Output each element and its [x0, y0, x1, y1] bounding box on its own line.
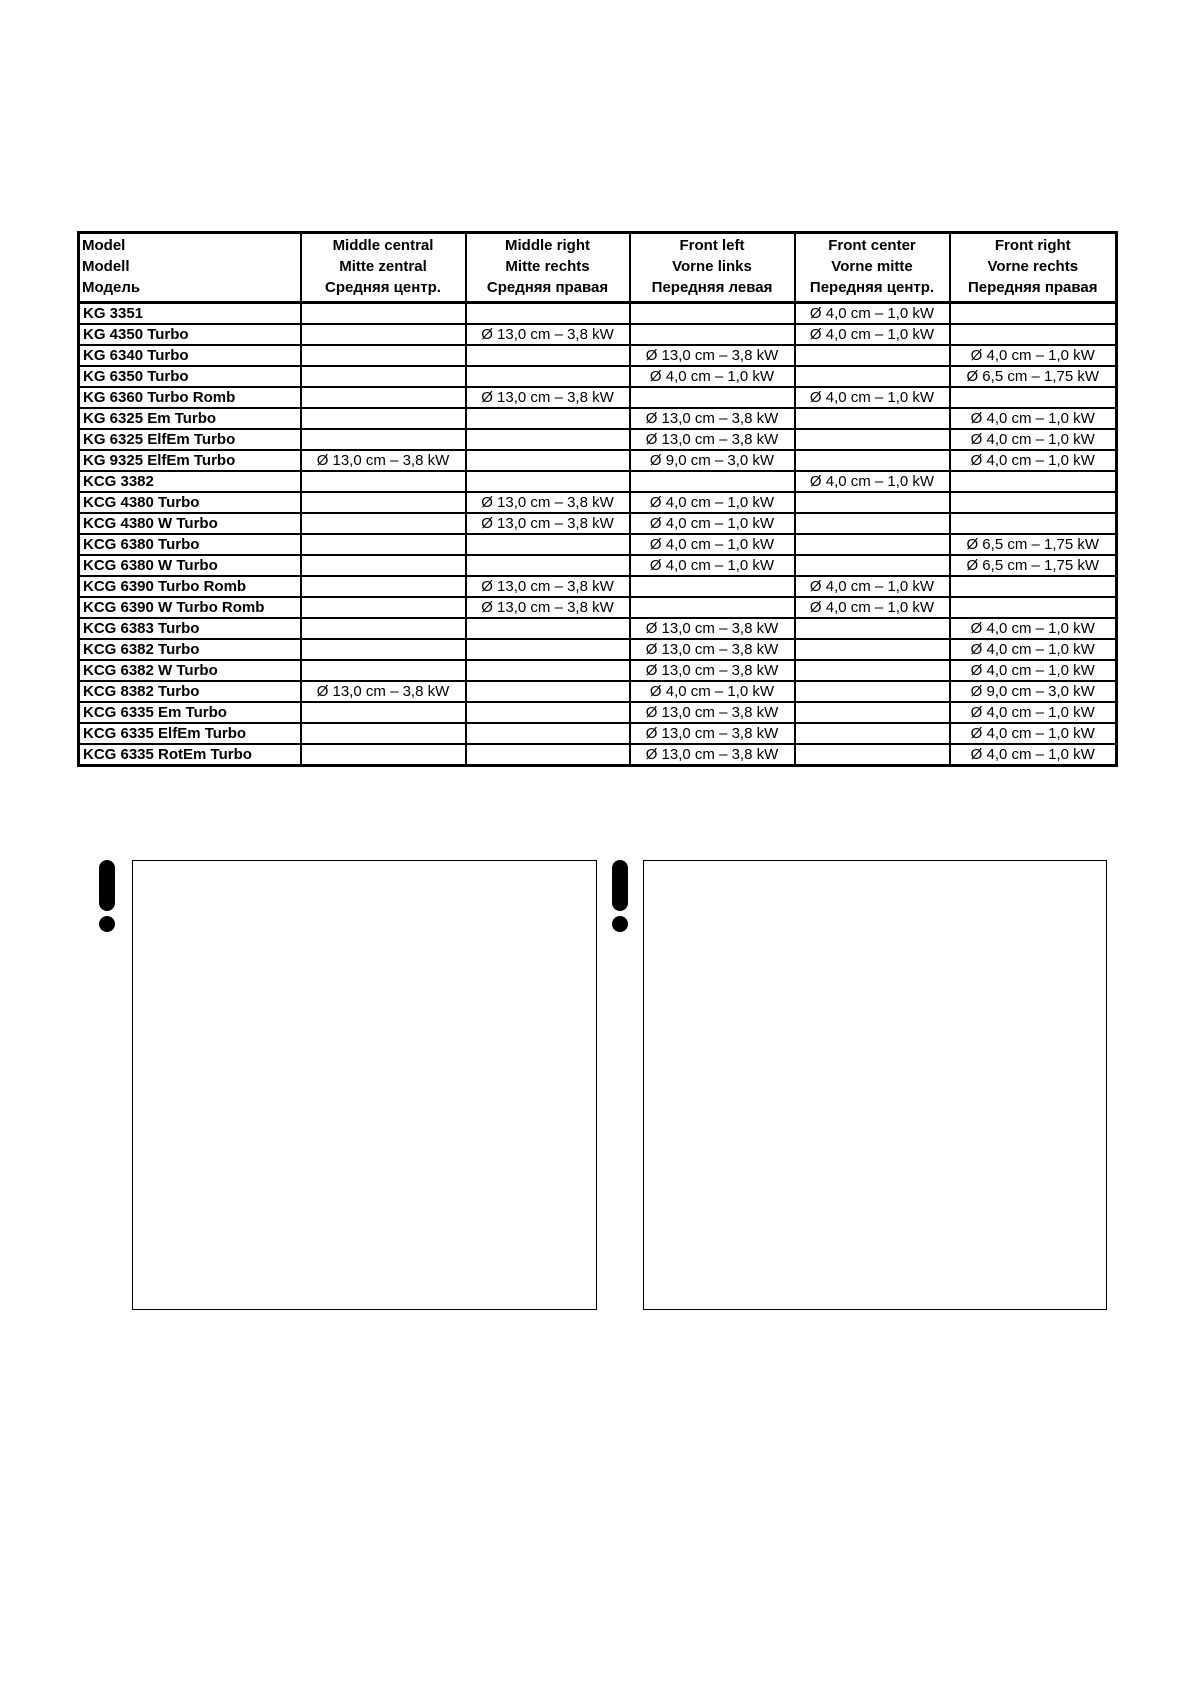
table-row [79, 576, 1117, 597]
burner-value-cell [466, 366, 630, 387]
burner-value-cell [795, 513, 950, 534]
burner-value-cell: Ø 9,0 cm – 3,0 kW [630, 450, 795, 471]
burner-value-cell [795, 534, 950, 555]
burner-value-cell: Ø 4,0 cm – 1,0 kW [630, 534, 795, 555]
burner-value-cell [466, 723, 630, 744]
burner-value-cell [795, 408, 950, 429]
burner-value-cell [301, 702, 466, 723]
burner-value-cell [466, 345, 630, 366]
burner-value-cell: Ø 13,0 cm – 3,8 kW [630, 744, 795, 766]
middle-right-column-header: Middle right Mitte rechts Средняя правая [466, 233, 630, 303]
table-row [79, 429, 1117, 450]
burner-value-cell [795, 345, 950, 366]
burner-value-cell: Ø 4,0 cm – 1,0 kW [950, 660, 1117, 681]
burner-value-cell [301, 408, 466, 429]
table-row [79, 744, 1117, 766]
burner-value-cell [301, 639, 466, 660]
burner-value-cell: Ø 4,0 cm – 1,0 kW [630, 513, 795, 534]
burner-value-cell: Ø 6,5 cm – 1,75 kW [950, 555, 1117, 576]
burner-value-cell: Ø 13,0 cm – 3,8 kW [466, 492, 630, 513]
burner-value-cell [466, 702, 630, 723]
burner-value-cell [795, 450, 950, 471]
burner-value-cell [301, 471, 466, 492]
burner-value-cell: Ø 13,0 cm – 3,8 kW [466, 387, 630, 408]
table-row [79, 660, 1117, 681]
model-column-header: Model Modell Модель [79, 233, 301, 303]
table-row [79, 408, 1117, 429]
model-cell: KCG 6335 RotEm Turbo [79, 744, 301, 766]
burner-value-cell: Ø 13,0 cm – 3,8 kW [301, 450, 466, 471]
table-row [79, 639, 1117, 660]
burner-value-cell [466, 555, 630, 576]
table-row [79, 702, 1117, 723]
burner-value-cell [301, 387, 466, 408]
burner-value-cell: Ø 4,0 cm – 1,0 kW [795, 576, 950, 597]
model-cell: KCG 6390 W Turbo Romb [79, 597, 301, 618]
model-cell: KCG 6390 Turbo Romb [79, 576, 301, 597]
burner-value-cell: Ø 4,0 cm – 1,0 kW [795, 303, 950, 325]
model-cell: KCG 6382 Turbo [79, 639, 301, 660]
table-row [79, 492, 1117, 513]
model-cell: KCG 8382 Turbo [79, 681, 301, 702]
burner-value-cell [950, 492, 1117, 513]
burner-value-cell [466, 303, 630, 325]
middle-central-column-header: Middle central Mitte zentral Средняя центр. [301, 233, 466, 303]
burner-value-cell [795, 429, 950, 450]
burner-value-cell [630, 324, 795, 345]
burner-value-cell [630, 471, 795, 492]
model-cell: KCG 6382 W Turbo [79, 660, 301, 681]
burner-value-cell: Ø 4,0 cm – 1,0 kW [950, 723, 1117, 744]
burner-value-cell [795, 702, 950, 723]
burner-value-cell: Ø 13,0 cm – 3,8 kW [630, 429, 795, 450]
model-cell: KCG 6380 Turbo [79, 534, 301, 555]
burner-value-cell: Ø 4,0 cm – 1,0 kW [630, 555, 795, 576]
model-cell: KCG 3382 [79, 471, 301, 492]
burner-value-cell [301, 534, 466, 555]
burner-value-cell: Ø 13,0 cm – 3,8 kW [630, 660, 795, 681]
burner-value-cell [795, 492, 950, 513]
burner-value-cell [630, 303, 795, 325]
burner-value-cell [466, 618, 630, 639]
exclamation-icon [609, 860, 631, 932]
burner-value-cell: Ø 13,0 cm – 3,8 kW [630, 723, 795, 744]
burner-value-cell: Ø 13,0 cm – 3,8 kW [466, 324, 630, 345]
burner-value-cell: Ø 13,0 cm – 3,8 kW [630, 639, 795, 660]
note-right-box [643, 860, 1107, 1310]
burner-value-cell [795, 618, 950, 639]
burner-value-cell [466, 534, 630, 555]
burner-value-cell: Ø 13,0 cm – 3,8 kW [630, 618, 795, 639]
burner-value-cell [301, 597, 466, 618]
table-header-row [79, 233, 1117, 303]
model-cell: KG 4350 Turbo [79, 324, 301, 345]
note-left-box [132, 860, 597, 1310]
burner-value-cell: Ø 6,5 cm – 1,75 kW [950, 366, 1117, 387]
burner-value-cell [301, 324, 466, 345]
burner-value-cell: Ø 4,0 cm – 1,0 kW [950, 744, 1117, 766]
table-row [79, 681, 1117, 702]
burner-value-cell [950, 471, 1117, 492]
burner-value-cell: Ø 9,0 cm – 3,0 kW [950, 681, 1117, 702]
burner-value-cell: Ø 4,0 cm – 1,0 kW [795, 471, 950, 492]
burner-value-cell: Ø 4,0 cm – 1,0 kW [630, 492, 795, 513]
model-cell: KCG 6383 Turbo [79, 618, 301, 639]
burner-value-cell [301, 576, 466, 597]
burner-value-cell [795, 366, 950, 387]
model-cell: KG 6325 Em Turbo [79, 408, 301, 429]
burner-value-cell: Ø 4,0 cm – 1,0 kW [630, 366, 795, 387]
burner-value-cell: Ø 4,0 cm – 1,0 kW [950, 639, 1117, 660]
burner-value-cell [795, 681, 950, 702]
burner-value-cell [301, 429, 466, 450]
burner-value-cell: Ø 13,0 cm – 3,8 kW [466, 513, 630, 534]
table-row [79, 534, 1117, 555]
burner-value-cell: Ø 4,0 cm – 1,0 kW [795, 387, 950, 408]
table-row [79, 450, 1117, 471]
table-row [79, 303, 1117, 325]
burner-value-cell [466, 429, 630, 450]
burner-value-cell [301, 660, 466, 681]
table-row [79, 513, 1117, 534]
burner-value-cell [466, 471, 630, 492]
burner-value-cell: Ø 4,0 cm – 1,0 kW [950, 408, 1117, 429]
burner-value-cell: Ø 4,0 cm – 1,0 kW [950, 345, 1117, 366]
model-cell: KG 6350 Turbo [79, 366, 301, 387]
burner-value-cell: Ø 4,0 cm – 1,0 kW [950, 429, 1117, 450]
front-right-column-header: Front right Vorne rechts Передняя правая [950, 233, 1117, 303]
burner-value-cell [795, 639, 950, 660]
burner-value-cell [950, 324, 1117, 345]
model-cell: KCG 6335 Em Turbo [79, 702, 301, 723]
burner-value-cell [795, 555, 950, 576]
burner-value-cell [301, 366, 466, 387]
burner-value-cell [301, 744, 466, 766]
burner-value-cell [466, 681, 630, 702]
burner-value-cell [466, 660, 630, 681]
burner-value-cell [795, 744, 950, 766]
burner-value-cell: Ø 6,5 cm – 1,75 kW [950, 534, 1117, 555]
burner-value-cell: Ø 4,0 cm – 1,0 kW [950, 450, 1117, 471]
burner-value-cell [466, 450, 630, 471]
burner-value-cell [301, 723, 466, 744]
burner-value-cell: Ø 4,0 cm – 1,0 kW [630, 681, 795, 702]
burner-value-cell: Ø 13,0 cm – 3,8 kW [630, 702, 795, 723]
burner-value-cell [950, 576, 1117, 597]
burner-value-cell [950, 513, 1117, 534]
model-cell: KG 6340 Turbo [79, 345, 301, 366]
model-cell: KG 3351 [79, 303, 301, 325]
burner-value-cell [950, 387, 1117, 408]
model-cell: KCG 4380 Turbo [79, 492, 301, 513]
burner-value-cell [301, 513, 466, 534]
burner-value-cell [950, 597, 1117, 618]
table-row [79, 597, 1117, 618]
model-cell: KCG 6335 ElfEm Turbo [79, 723, 301, 744]
burner-value-cell [301, 303, 466, 325]
burner-value-cell [466, 639, 630, 660]
table-row [79, 345, 1117, 366]
table-body [79, 303, 1117, 766]
burner-value-cell [301, 492, 466, 513]
burner-value-cell: Ø 13,0 cm – 3,8 kW [301, 681, 466, 702]
burner-value-cell [795, 723, 950, 744]
burner-value-cell: Ø 4,0 cm – 1,0 kW [950, 618, 1117, 639]
burner-value-cell [301, 555, 466, 576]
table-row [79, 555, 1117, 576]
burner-value-cell [950, 303, 1117, 325]
model-cell: KG 9325 ElfEm Turbo [79, 450, 301, 471]
burner-value-cell [466, 408, 630, 429]
table-row [79, 366, 1117, 387]
burner-value-cell [466, 744, 630, 766]
burner-value-cell [630, 576, 795, 597]
burner-value-cell: Ø 13,0 cm – 3,8 kW [466, 576, 630, 597]
burner-value-cell [630, 387, 795, 408]
burner-value-cell: Ø 4,0 cm – 1,0 kW [795, 597, 950, 618]
burner-value-cell [301, 345, 466, 366]
table-row [79, 324, 1117, 345]
burner-value-cell: Ø 13,0 cm – 3,8 kW [466, 597, 630, 618]
model-cell: KG 6360 Turbo Romb [79, 387, 301, 408]
burner-value-cell [301, 618, 466, 639]
model-cell: KCG 4380 W Turbo [79, 513, 301, 534]
burner-value-cell [630, 597, 795, 618]
table-row [79, 618, 1117, 639]
exclamation-icon [96, 860, 118, 932]
burner-value-cell: Ø 4,0 cm – 1,0 kW [795, 324, 950, 345]
front-left-column-header: Front left Vorne links Передняя левая [630, 233, 795, 303]
burner-value-cell: Ø 13,0 cm – 3,8 kW [630, 408, 795, 429]
table-row [79, 723, 1117, 744]
burner-value-cell: Ø 4,0 cm – 1,0 kW [950, 702, 1117, 723]
burner-spec-table [77, 231, 1118, 767]
table-row [79, 471, 1117, 492]
burner-value-cell [795, 660, 950, 681]
table-row [79, 387, 1117, 408]
model-cell: KG 6325 ElfEm Turbo [79, 429, 301, 450]
front-center-column-header: Front center Vorne mitte Передняя центр. [795, 233, 950, 303]
burner-value-cell: Ø 13,0 cm – 3,8 kW [630, 345, 795, 366]
model-cell: KCG 6380 W Turbo [79, 555, 301, 576]
